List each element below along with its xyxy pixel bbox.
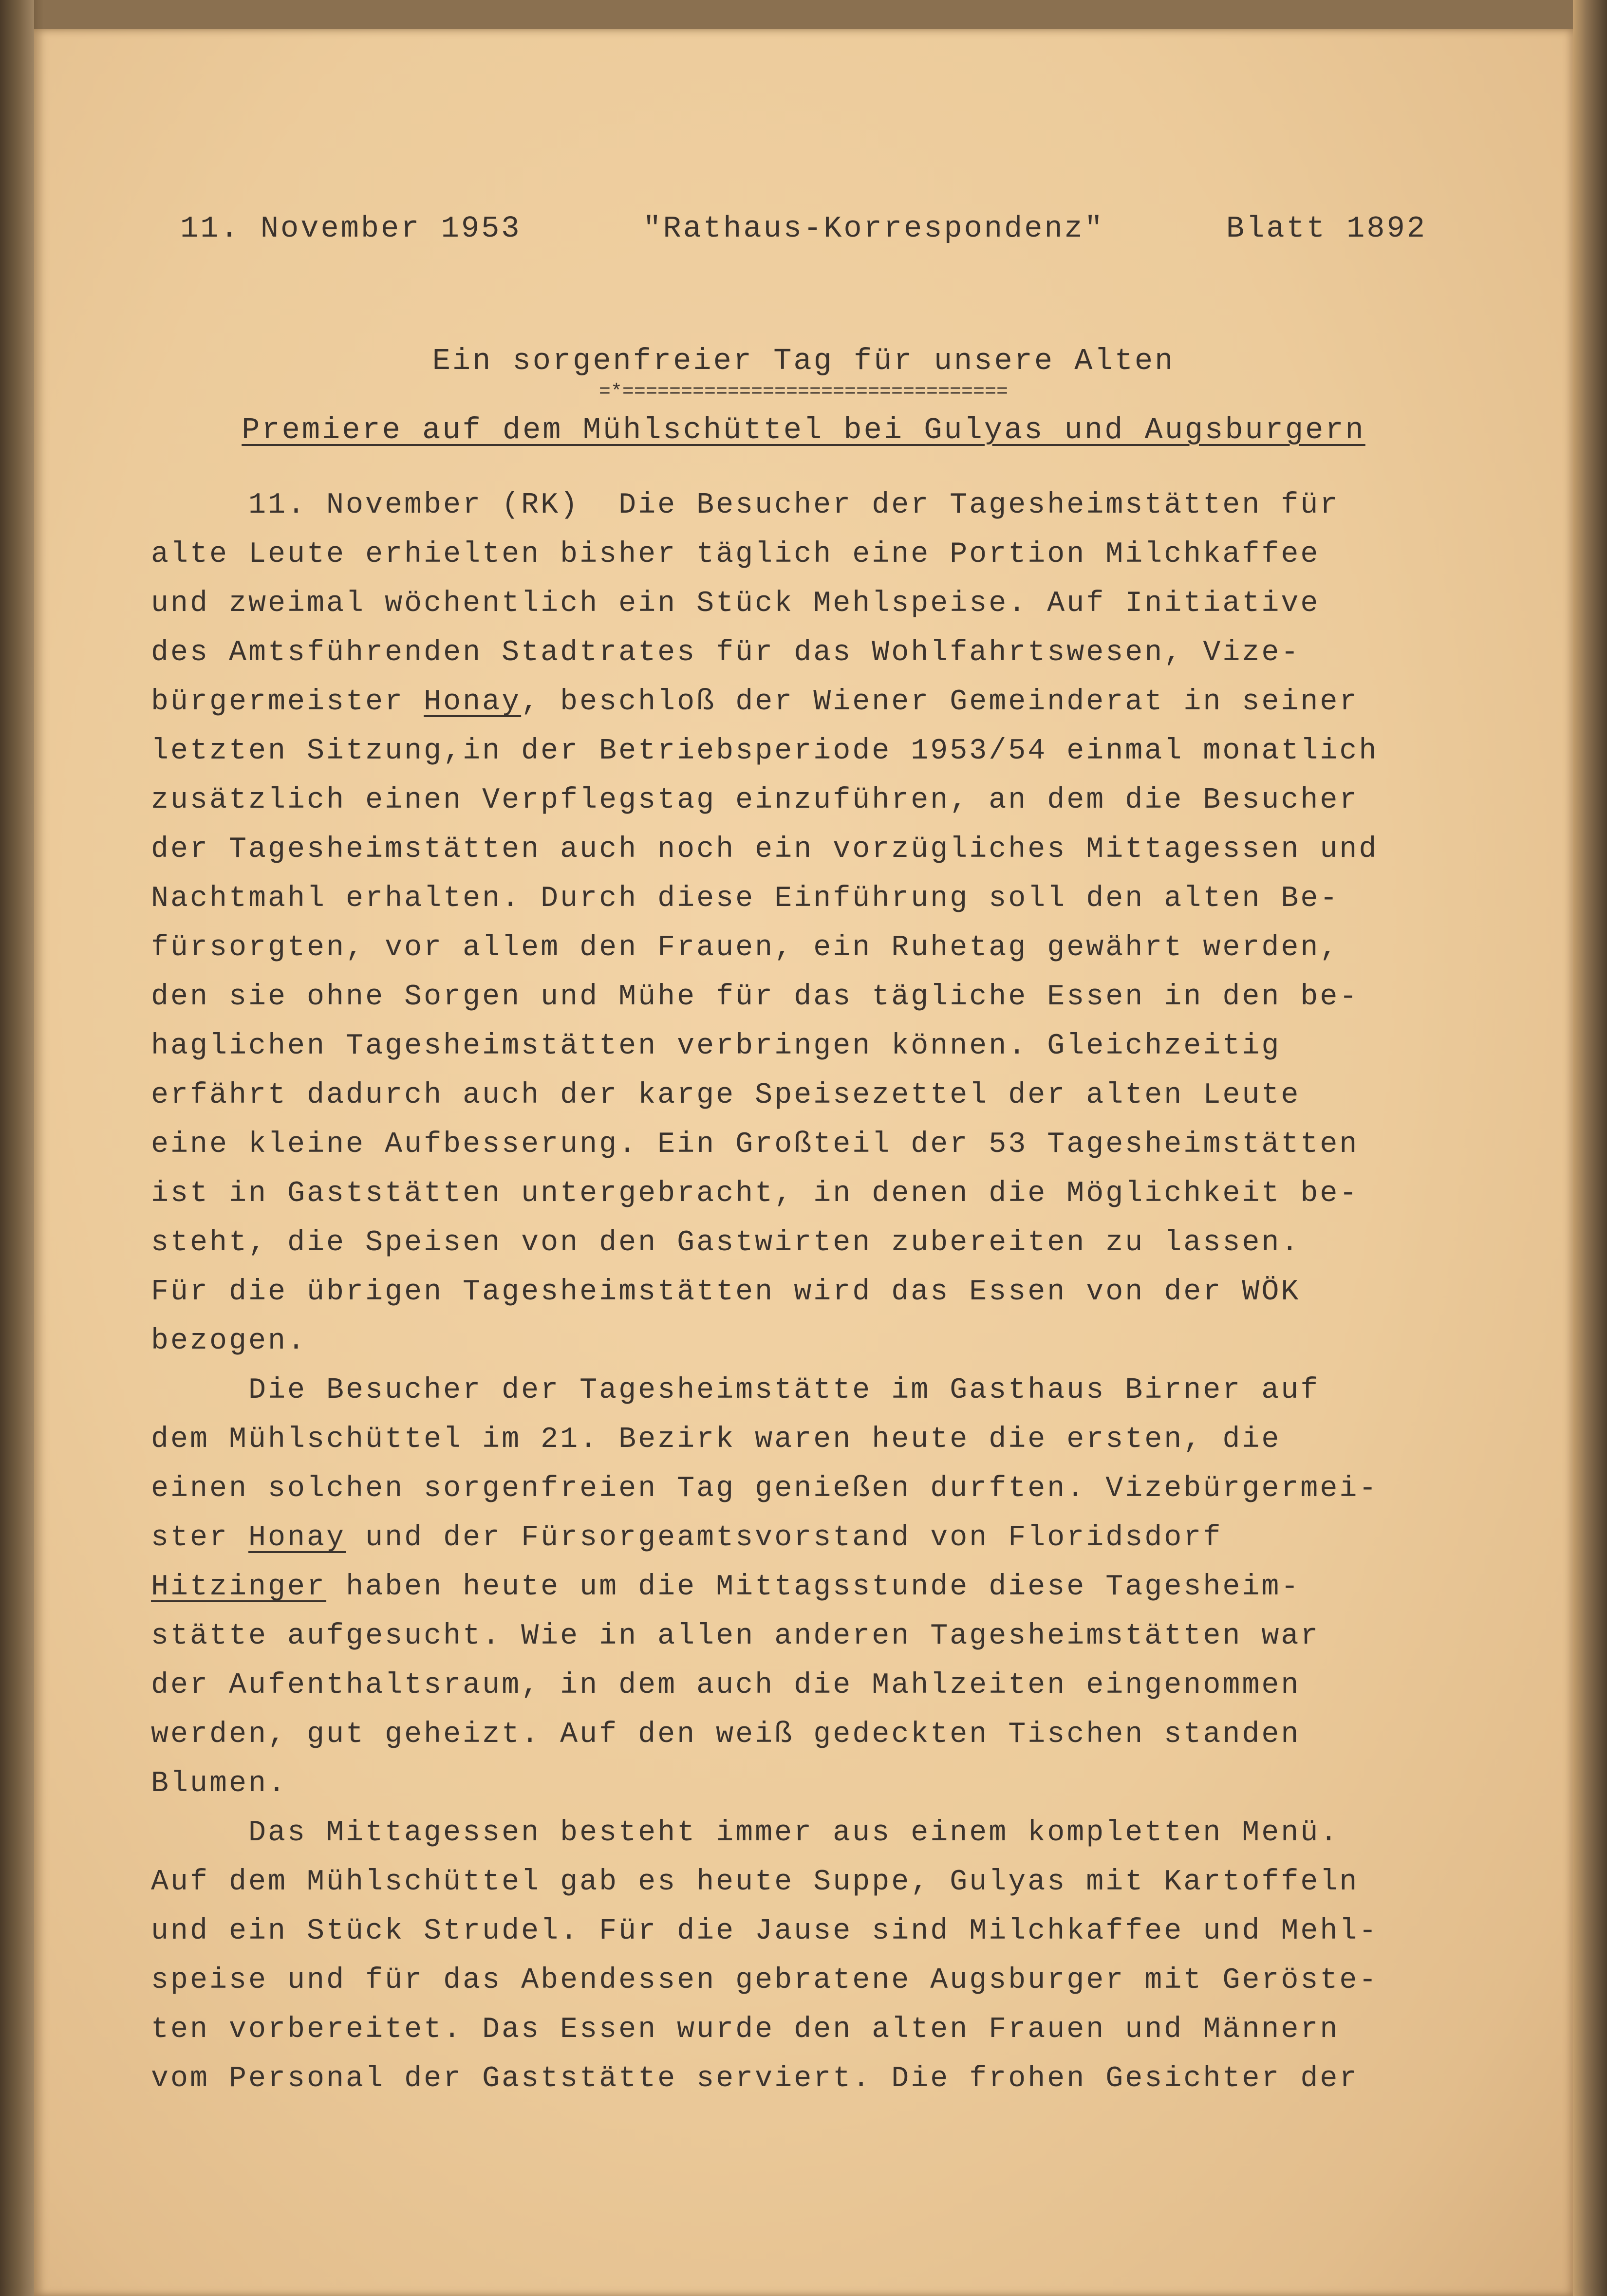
text-segment: ist in Gaststätten untergebracht, in denen die Möglichkeit be-: [151, 1177, 1359, 1210]
text-segment: ster: [151, 1521, 249, 1555]
text-segment: zusätzlich einen Verpflegstag einzuführen, an dem die Besucher: [151, 784, 1359, 817]
text-line: [151, 1759, 1456, 1809]
text-segment: erfährt dadurch auch der karge Speisezettel der alten Leute: [151, 1079, 1301, 1112]
text-segment: Die Besucher der Tagesheimstätte im Gasthaus Birner auf: [248, 1374, 1320, 1407]
header-publication: "Rathaus-Korrespondenz": [643, 211, 1105, 246]
text-line: [151, 1219, 1456, 1268]
header-date: 11. November 1953: [180, 211, 522, 246]
underlined-name: Hitzinger: [151, 1571, 327, 1604]
text-segment: stätte aufgesucht. Wie in allen anderen Tagesheimstätten war: [151, 1620, 1320, 1653]
text-segment: bürgermeister: [151, 685, 424, 719]
text-segment: den sie ohne Sorgen und Mühe für das tägliche Essen in den be-: [151, 981, 1359, 1014]
text-segment: einen solchen sorgenfreien Tag genießen durften. Vizebürgermei-: [151, 1472, 1379, 1505]
text-line: [151, 1120, 1456, 1169]
text-segment: , beschloß der Wiener Gemeinderat in seiner: [521, 685, 1359, 719]
document-text: [151, 209, 1456, 2104]
text-segment: dem Mühlschüttel im 21. Bezirk waren heute die ersten, die: [151, 1423, 1281, 1456]
text-segment: speise und für das Abendessen gebratene Augsburger mit Geröste-: [151, 1964, 1379, 1997]
text-line: [151, 1366, 1456, 1415]
text-segment: haben heute um die Mittagsstunde diese Tagesheim-: [326, 1571, 1301, 1604]
text-segment: haglichen Tagesheimstätten verbringen können. Gleichzeitig: [151, 1030, 1281, 1063]
underlined-name: Honay: [248, 1521, 346, 1555]
text-segment: werden, gut geheizt. Auf den weiß gedeckten Tischen standen: [151, 1718, 1301, 1751]
header-sheet-number: Blatt 1892: [1226, 211, 1427, 246]
text-segment: bezogen.: [151, 1325, 307, 1358]
previous-page-edge: [0, 0, 34, 2296]
text-line: [151, 727, 1456, 776]
text-segment: eine kleine Aufbesserung. Ein Großteil der 53 Tagesheimstätten: [151, 1128, 1359, 1161]
page-header: [180, 209, 1427, 248]
text-line: [151, 874, 1456, 924]
text-line: [151, 1612, 1456, 1661]
paragraph: [151, 481, 1456, 1366]
text-segment: alte Leute erhielten bisher täglich eine Portion Milchkaffee: [151, 538, 1320, 571]
title-rule: =*=================================: [598, 382, 1009, 403]
text-line: [151, 2005, 1456, 2055]
text-segment: letzten Sitzung,in der Betriebsperiode 1953/54 einmal monatlich: [151, 735, 1379, 768]
text-line: [151, 579, 1456, 629]
text-line: [151, 1956, 1456, 2005]
text-line: [151, 1464, 1456, 1514]
text-segment: Für die übrigen Tagesheimstätten wird das Essen von der WÖK: [151, 1276, 1301, 1309]
text-line: [151, 678, 1456, 727]
text-segment: Nachtmahl erhalten. Durch diese Einführung soll den alten Be-: [151, 882, 1340, 915]
text-segment: Das Mittagessen besteht immer aus einem kompletten Menü.: [248, 1816, 1340, 1850]
text-line: [151, 1563, 1456, 1612]
text-line: [151, 1415, 1456, 1464]
text-line: [151, 1710, 1456, 1759]
text-line: [151, 924, 1456, 973]
article-heading: [151, 341, 1456, 451]
text-line: [151, 1022, 1456, 1071]
text-line: [151, 530, 1456, 579]
text-segment: ten vorbereitet. Das Essen wurde den alten Frauen und Männern: [151, 2013, 1340, 2046]
article-body: [151, 481, 1456, 2104]
text-line: [151, 1907, 1456, 1956]
text-segment: der Aufenthaltsraum, in dem auch die Mahlzeiten eingenommen: [151, 1669, 1301, 1702]
text-line: [151, 1661, 1456, 1710]
text-segment: und der Fürsorgeamtsvorstand von Floridsdorf: [346, 1521, 1223, 1555]
text-line: [151, 776, 1456, 825]
text-segment: Blumen.: [151, 1767, 288, 1800]
text-line: [151, 2055, 1456, 2104]
underlined-name: Honay: [424, 685, 522, 719]
text-segment: fürsorgten, vor allem den Frauen, ein Ruhetag gewährt werden,: [151, 931, 1340, 964]
text-line: [151, 1071, 1456, 1120]
text-line: [151, 1169, 1456, 1219]
text-line: [151, 1858, 1456, 1907]
page-edge-right: [1573, 0, 1607, 2296]
text-segment: 11. November (RK) Die Besucher der Tagesheimstätten für: [248, 489, 1340, 522]
text-line: [151, 1317, 1456, 1366]
text-line: [151, 1514, 1456, 1563]
article-title: Ein sorgenfreier Tag für unsere Alten: [432, 344, 1175, 378]
text-segment: Auf dem Mühlschüttel gab es heute Suppe, Gulyas mit Kartoffeln: [151, 1866, 1359, 1899]
article-subtitle: Premiere auf dem Mühlschüttel bei Gulyas und Augsburgern: [242, 413, 1365, 447]
text-segment: vom Personal der Gaststätte serviert. Die frohen Gesichter der: [151, 2062, 1359, 2095]
text-segment: des Amtsführenden Stadtrates für das Wohlfahrtswesen, Vize-: [151, 636, 1301, 669]
text-line: [151, 1809, 1456, 1858]
paragraph: [151, 1366, 1456, 1809]
text-line: [151, 629, 1456, 678]
paragraph: [151, 1809, 1456, 2104]
text-segment: steht, die Speisen von den Gastwirten zubereiten zu lassen.: [151, 1226, 1301, 1259]
text-segment: der Tagesheimstätten auch noch ein vorzügliches Mittagessen und: [151, 833, 1379, 866]
text-line: [151, 973, 1456, 1022]
text-segment: und zweimal wöchentlich ein Stück Mehlspeise. Auf Initiative: [151, 587, 1320, 620]
text-line: [151, 825, 1456, 874]
text-line: [151, 1268, 1456, 1317]
text-line: [151, 481, 1456, 530]
text-segment: und ein Stück Strudel. Für die Jause sind Milchkaffee und Mehl-: [151, 1915, 1379, 1948]
